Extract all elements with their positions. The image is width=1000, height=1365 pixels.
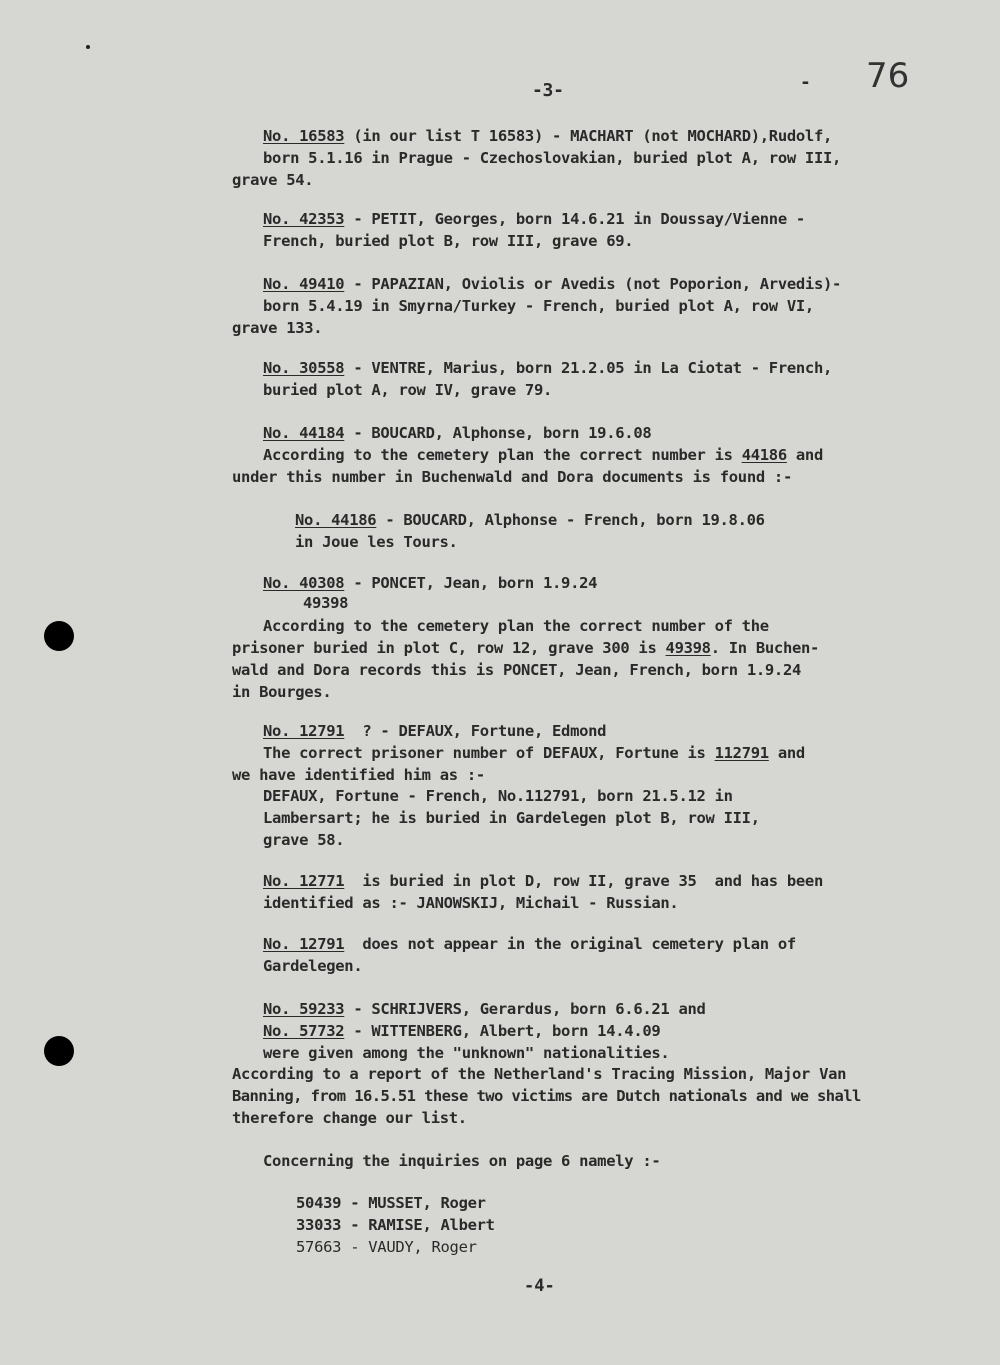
entry-40308-line4: wald and Dora records this is PONCET, Jean, French, born 1.9.24 <box>232 661 802 679</box>
prisoner-number: No. 30558 <box>263 359 345 377</box>
entry-49410-line3: grave 133. <box>232 319 323 337</box>
page-marker-bottom: -4- <box>524 1276 555 1296</box>
entry-12791-line5: Lambersart; he is buried in Gardelegen plot B, row III, <box>263 809 760 827</box>
prisoner-number: No. 44184 <box>263 424 345 442</box>
entry-12791-line2: The correct prisoner number of DEFAUX, Fortune is 112791 and <box>263 744 805 762</box>
entry-49410-line1: No. 49410 - PAPAZIAN, Oviolis or Avedis (not Poporion, Arvedis)- <box>263 275 842 293</box>
inquiry-item-2: 33033 - RAMISE, Albert <box>296 1216 495 1234</box>
folio-number: 76 <box>866 56 910 96</box>
entry-12791b-line2: Gardelegen. <box>263 957 363 975</box>
entry-30558-line1: No. 30558 - VENTRE, Marius, born 21.2.05 in La Ciotat - French, <box>263 359 833 377</box>
inquiries-heading: Concerning the inquiries on page 6 namely :- <box>263 1152 661 1170</box>
inquiry-item-3: 57663 - VAUDY, Roger <box>296 1238 477 1256</box>
entry-40308-line5: in Bourges. <box>232 683 332 701</box>
entry-12791b-line1: No. 12791 does not appear in the original cemetery plan of <box>263 935 796 953</box>
entry-12771-line1: No. 12771 is buried in plot D, row II, grave 35 and has been <box>263 872 823 890</box>
entry-30558-line2: buried plot A, row IV, grave 79. <box>263 381 553 399</box>
prisoner-number: No. 16583 <box>263 127 345 145</box>
entry-59233-line5: Banning, from 16.5.51 these two victims are Dutch nationals and we shall <box>232 1087 861 1105</box>
inquiry-item-1: 50439 - MUSSET, Roger <box>296 1194 486 1212</box>
entry-16583-line3: grave 54. <box>232 171 314 189</box>
entry-44186-line1: No. 44186 - BOUCARD, Alphonse - French, born 19.8.06 <box>295 511 765 529</box>
entry-42353-line1: No. 42353 - PETIT, Georges, born 14.6.21 in Doussay/Vienne - <box>263 210 805 228</box>
entry-59233-line3: were given among the "unknown" nationalities. <box>263 1044 670 1062</box>
prisoner-number: No. 12791 <box>263 935 345 953</box>
scan-speck <box>86 45 90 49</box>
prisoner-number: No. 49410 <box>263 275 345 293</box>
prisoner-number: No. 57732 <box>263 1022 345 1040</box>
entry-44184-line3: under this number in Buchenwald and Dora documents is found :- <box>232 468 792 486</box>
entry-59233-line6: therefore change our list. <box>232 1109 467 1127</box>
entry-40308-line3: prisoner buried in plot C, row 12, grave 300 is 49398. In Buchen- <box>232 639 820 657</box>
prisoner-number: No. 12791 <box>263 722 345 740</box>
entry-59233-line1: No. 59233 - SCHRIJVERS, Gerardus, born 6.6.21 and <box>263 1000 706 1018</box>
margin-mark: - <box>800 72 811 93</box>
prisoner-number: No. 44186 <box>295 511 377 529</box>
entry-12791-line1: No. 12791 ? - DEFAUX, Fortune, Edmond <box>263 722 607 740</box>
entry-12791-line4: DEFAUX, Fortune - French, No.112791, born 21.5.12 in <box>263 787 733 805</box>
entry-44184-line1: No. 44184 - BOUCARD, Alphonse, born 19.6.08 <box>263 424 652 442</box>
entry-16583-line2: born 5.1.16 in Prague - Czechoslovakian, buried plot A, row III, <box>263 149 842 167</box>
entry-42353-line2: French, buried plot B, row III, grave 69. <box>263 232 634 250</box>
prisoner-number: No. 42353 <box>263 210 345 228</box>
entry-59233-line4: According to a report of the Netherland's Tracing Mission, Major Van <box>232 1065 847 1083</box>
page-marker-top: -3- <box>532 80 564 101</box>
punch-hole-top <box>44 621 74 651</box>
entry-16583-line1: No. 16583 (in our list T 16583) - MACHART (not MOCHARD),Rudolf, <box>263 127 833 145</box>
entry-49410-line2: born 5.4.19 in Smyrna/Turkey - French, buried plot A, row VI, <box>263 297 814 315</box>
entry-40308-correction: 49398 <box>303 594 349 612</box>
entry-44186-line2: in Joue les Tours. <box>295 533 458 551</box>
prisoner-number: No. 40308 <box>263 574 345 592</box>
entry-44184-line2: According to the cemetery plan the correct number is 44186 and <box>263 446 823 464</box>
entry-57732-line1: No. 57732 - WITTENBERG, Albert, born 14.4.09 <box>263 1022 661 1040</box>
entry-40308-line1: No. 40308 - PONCET, Jean, born 1.9.24 <box>263 574 598 592</box>
entry-12791-line6: grave 58. <box>263 831 345 849</box>
prisoner-number: No. 59233 <box>263 1000 345 1018</box>
entry-40308-line2: According to the cemetery plan the correct number of the <box>263 617 769 635</box>
entry-12791-line3: we have identified him as :- <box>232 766 485 784</box>
prisoner-number: No. 12771 <box>263 872 345 890</box>
punch-hole-bottom <box>44 1036 74 1066</box>
entry-12771-line2: identified as :- JANOWSKIJ, Michail - Russian. <box>263 894 679 912</box>
